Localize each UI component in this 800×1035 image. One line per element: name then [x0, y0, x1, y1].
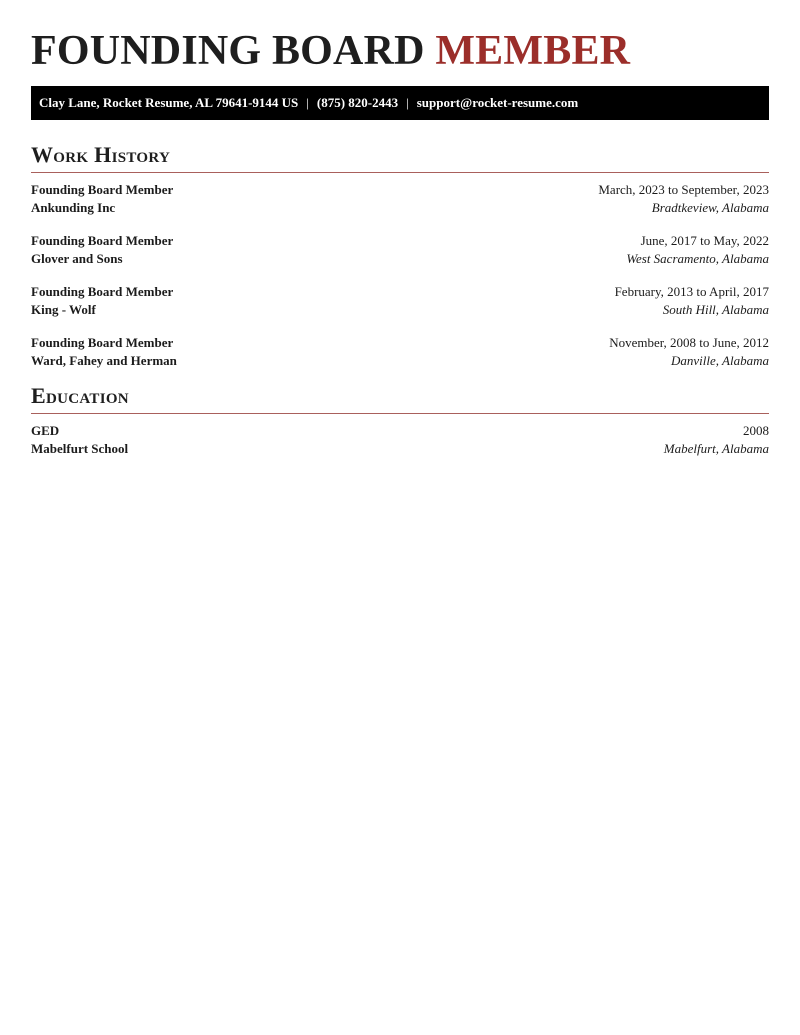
job-dates: June, 2017 to May, 2022 — [640, 233, 769, 248]
job-location: Bradtkeview, Alabama — [651, 200, 769, 215]
page-title — [31, 0, 769, 73]
work-history-heading: Work History — [31, 142, 769, 173]
work-history-section — [31, 181, 769, 370]
job-location: West Sacramento, Alabama — [626, 251, 769, 266]
work-entry-row — [31, 232, 769, 250]
work-entry-row — [31, 181, 769, 199]
contact-separator: | — [406, 95, 409, 110]
job-dates: November, 2008 to June, 2012 — [609, 335, 769, 350]
contact-address: Clay Lane, Rocket Resume, AL 79641-9144 US — [39, 95, 299, 110]
education-entry-row — [31, 422, 769, 440]
work-entry — [31, 283, 769, 319]
job-title: Founding Board Member — [31, 284, 174, 299]
work-entry-row — [31, 283, 769, 301]
contact-separator: | — [306, 95, 309, 110]
company-name: Glover and Sons — [31, 251, 123, 266]
job-title: Founding Board Member — [31, 182, 174, 197]
work-entry — [31, 181, 769, 217]
title-accent: MEMBER — [435, 28, 631, 74]
title-main: FOUNDING BOARD — [31, 28, 425, 74]
education-heading: Education — [31, 383, 769, 414]
work-entry — [31, 334, 769, 370]
company-name: Ankunding Inc — [31, 200, 116, 215]
work-entry-row — [31, 352, 769, 370]
work-entry-row — [31, 334, 769, 352]
company-name: King - Wolf — [31, 302, 96, 317]
job-dates: February, 2013 to April, 2017 — [614, 284, 769, 299]
job-dates: March, 2023 to September, 2023 — [598, 182, 769, 197]
work-entry-row — [31, 250, 769, 268]
education-entry — [31, 422, 769, 458]
work-entry-row — [31, 199, 769, 217]
contact-phone: (875) 820-2443 — [316, 95, 399, 110]
school-name: Mabelfurt School — [31, 441, 129, 456]
work-entry-row — [31, 301, 769, 319]
contact-email: support@rocket-resume.com — [416, 95, 579, 110]
education-section — [31, 422, 769, 458]
job-location: Danville, Alabama — [671, 353, 769, 368]
job-title: Founding Board Member — [31, 233, 174, 248]
degree: GED — [31, 423, 60, 438]
work-entry — [31, 232, 769, 268]
school-location: Mabelfurt, Alabama — [663, 441, 769, 456]
education-entry-row — [31, 440, 769, 458]
contact-bar — [31, 86, 769, 120]
education-year: 2008 — [743, 423, 769, 438]
job-location: South Hill, Alabama — [662, 302, 769, 317]
job-title: Founding Board Member — [31, 335, 174, 350]
company-name: Ward, Fahey and Herman — [31, 353, 177, 368]
